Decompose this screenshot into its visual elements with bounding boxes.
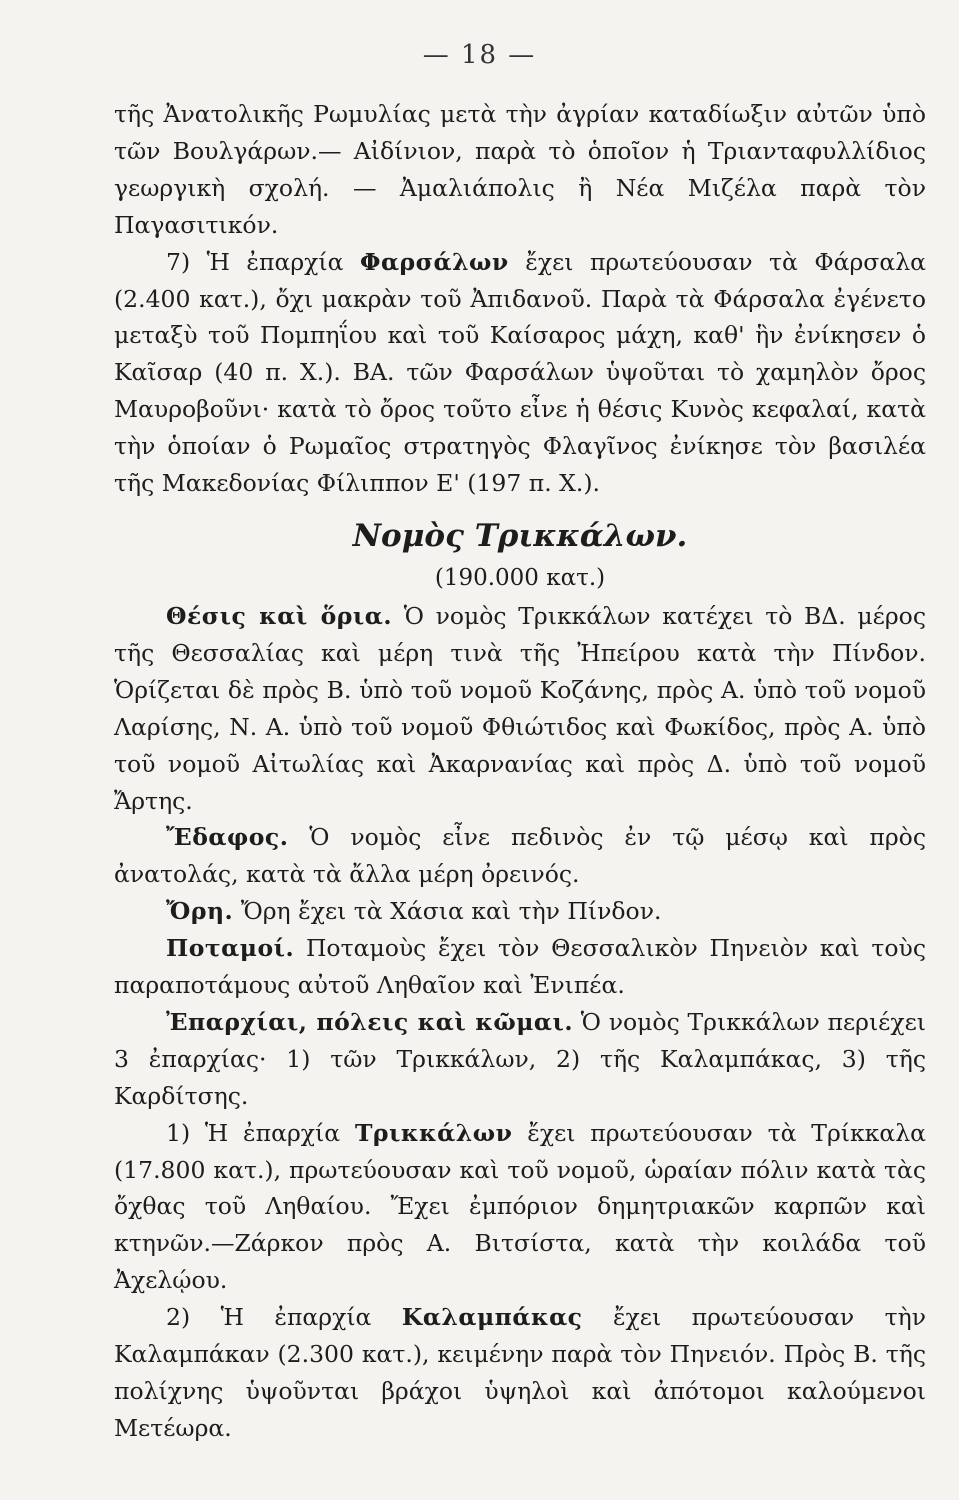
province-name: Φαρσάλων [359,247,509,276]
page-body [114,96,926,1447]
paragraph-edafos [114,819,926,893]
run-in-heading: Ἐπαρχίαι, πόλεις καὶ κῶμαι. [166,1007,574,1036]
run-in-heading: Ὄρη. [166,897,234,926]
paragraph-lead: 7) Ἡ ἐπαρχία [166,247,344,276]
paragraph-lead: 1) Ἡ ἐπαρχία [166,1118,341,1147]
section-subheading: (190.000 κατ.) [434,564,606,591]
paragraph-eparchiai [114,1004,926,1115]
paragraph-theseis [114,598,926,819]
page-number: — 18 — [422,40,537,70]
paragraph-farsala [114,244,926,502]
paragraph-intro: τῆς Ἀνατολικῆς Ρωμυλίας μετὰ τὴν ἀγρίαν καταδίωξιν αὐτῶν ὑπὸ τῶν Βουλγάρων.— Αἰδίνιον, παρὰ τὸ ὁποῖον ἡ Τριανταφυλλίδιος γεωργικὴ σχολή. — Ἀμαλιάπολις ἢ Νέα Μιζέλα παρὰ τὸν Παγασιτικόν. [114,100,926,239]
paragraph-lead: 2) Ἡ ἐπαρχία [166,1303,372,1332]
section-heading: Νομὸς Τρικκάλων. [352,517,688,554]
paragraph-text: ἔχει πρωτεύουσαν τὴν Καλαμπάκαν (2.300 κατ.), κειμένην παρὰ τὸν Πηνειόν. Πρὸς Β. τῆς πολίχνης ὑψοῦνται βράχοι ὑψηλοὶ καὶ ἀπότομοι καλούμενοι Μετέωρα. [114,1303,926,1442]
paragraph-kalampaka [114,1299,926,1447]
paragraph-text: ἔχει πρωτεύουσαν τὰ Φάρσαλα (2.400 κατ.), ὄχι μακρὰν τοῦ Ἀπιδανοῦ. Παρὰ τὰ Φάρσαλα ἐγένετο μεταξὺ τοῦ Πομπηΐου καὶ τοῦ Καίσαρος μάχη, καθ' ἣν ἐνίκησεν ὁ Καῖσαρ (40 π. Χ.). ΒΑ. τῶν Φαρσάλων ὑψοῦται τὸ χαμηλὸν ὄρος Μαυροβοῦνι· κατὰ τὸ ὄρος τοῦτο εἶνε ἡ θέσις Κυνὸς κεφαλαί, κατὰ τὴν ὁποίαν ὁ Ρωμαῖος στρατηγὸς Φλαγῖνος ἐνίκησε τὸν βασιλέα τῆς Μακεδονίας Φίλιππον Ε' (197 π. Χ.). [114,247,926,498]
province-name: Καλαμπάκας [401,1303,583,1332]
province-name: Τρικκάλων [354,1118,513,1147]
paragraph-text: Ὁ νομὸς εἶνε πεδινὸς ἐν τῷ μέσῳ καὶ πρὸς ἀνατολάς, κατὰ τὰ ἄλλα μέρη ὀρεινός. [114,823,926,889]
paragraph-text: Ὄρη ἔχει τὰ Χάσια καὶ τὴν Πίνδον. [240,897,662,926]
run-in-heading: Θέσις καὶ ὅρια. [166,601,393,630]
paragraph-potamoi [114,930,926,1004]
paragraph-text: Ὁ νομὸς Τρικκάλων κατέχει τὸ ΒΔ. μέρος τῆς Θεσσαλίας καὶ μέρη τινὰ τῆς Ἠπείρου κατὰ τὴν Πίνδον. Ὁρίζεται δὲ πρὸς Β. ὑπὸ τοῦ νομοῦ Κοζάνης, πρὸς Α. ὑπὸ τοῦ νομοῦ Λαρίσης, Ν. Α. ὑπὸ τοῦ νομοῦ Φθιώτιδος καὶ Φωκίδος, πρὸς Α. ὑπὸ τοῦ νομοῦ Αἰτωλίας καὶ Ἀκαρνανίας καὶ πρὸς Δ. ὑπὸ τοῦ νομοῦ Ἄρτης. [114,601,926,815]
run-in-heading: Ποταμοί. [166,934,295,963]
paragraph-text: Ὁ νομὸς Τρικκάλων περιέχει 3 ἐπαρχίας· 1) τῶν Τρικκάλων, 2) τῆς Καλαμπάκας, 3) τῆς Καρδίτσης. [114,1007,926,1110]
paragraph-text: Ποταμοὺς ἔχει τὸν Θεσσαλικὸν Πηνειὸν καὶ τοὺς παραποτάμους αὐτοῦ Ληθαῖον καὶ Ἐνιπέα. [114,934,926,1000]
run-in-heading: Ἔδαφος. [166,823,289,852]
paragraph-ori [114,893,926,930]
paragraph-trikkala [114,1115,926,1300]
paragraph-text: ἔχει πρωτεύουσαν τὰ Τρίκκαλα (17.800 κατ.), πρωτεύουσαν καὶ τοῦ νομοῦ, ὡραίαν πόλιν κατὰ τὰς ὄχθας τοῦ Ληθαίου. Ἔχει ἐμπόριον δημητριακῶν καρπῶν καὶ κτηνῶν.—Ζάρκον πρὸς Α. Βιτσίστα, κατὰ τὴν κοιλάδα τοῦ Ἀχελῴου. [114,1118,926,1295]
